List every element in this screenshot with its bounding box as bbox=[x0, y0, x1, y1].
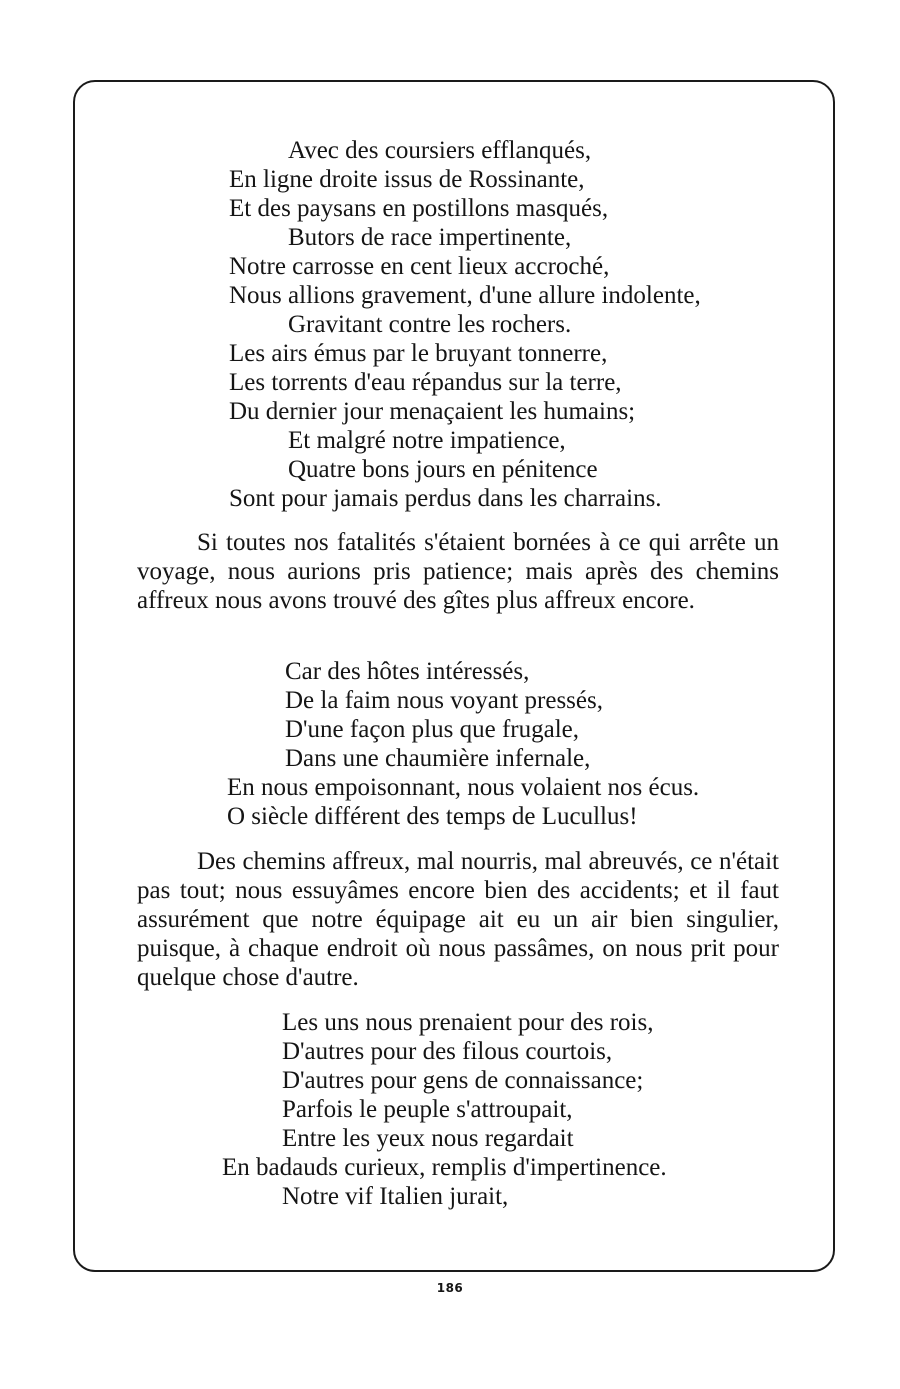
verse-stanza-2 bbox=[227, 657, 699, 831]
verse-line: Gravitant contre les rochers. bbox=[288, 311, 572, 338]
verse-line: Butors de race impertinente, bbox=[288, 224, 572, 251]
page-number: 186 bbox=[436, 1281, 464, 1295]
verse-line: Les airs émus par le bruyant tonnerre, bbox=[229, 340, 608, 367]
verse-line: Parfois le peuple s'attroupait, bbox=[282, 1096, 573, 1123]
verse-line: O siècle différent des temps de Lucullus! bbox=[227, 803, 638, 830]
verse-line: D'autres pour gens de connaissance; bbox=[282, 1067, 644, 1094]
verse-line: De la faim nous voyant pressés, bbox=[285, 687, 603, 714]
verse-line: Entre les yeux nous regardait bbox=[282, 1125, 574, 1152]
verse-line: En badauds curieux, remplis d'impertinence. bbox=[222, 1154, 667, 1181]
verse-line: Les torrents d'eau répandus sur la terre, bbox=[229, 369, 622, 396]
verse-line: D'une façon plus que frugale, bbox=[285, 716, 579, 743]
verse-line: Sont pour jamais perdus dans les charrains. bbox=[229, 485, 662, 512]
verse-line: Nous allions gravement, d'une allure indolente, bbox=[229, 282, 701, 309]
verse-line: Avec des coursiers efflanqués, bbox=[288, 137, 592, 164]
verse-line: Les uns nous prenaient pour des rois, bbox=[282, 1009, 654, 1036]
verse-line: Et malgré notre impatience, bbox=[288, 427, 566, 454]
verse-line: Du dernier jour menaçaient les humains; bbox=[229, 398, 636, 425]
verse-stanza-3 bbox=[222, 1008, 667, 1211]
verse-line: Notre vif Italien jurait, bbox=[282, 1183, 509, 1210]
verse-line: D'autres pour des filous courtois, bbox=[282, 1038, 613, 1065]
prose-paragraph-1: Si toutes nos fatalités s'étaient bornées à ce qui arrête un voyage, nous aurions pris patience; mais après des chemins affreux nous avons trouvé des gîtes plus affreux encore. bbox=[137, 529, 779, 614]
verse-line: En ligne droite issus de Rossinante, bbox=[229, 166, 585, 193]
verse-line: Notre carrosse en cent lieux accroché, bbox=[229, 253, 610, 280]
prose-paragraph-2: Des chemins affreux, mal nourris, mal abreuvés, ce n'était pas tout; nous essuyâmes encore bien des accidents; et il faut assurément que notre équipage ait eu un air bien singulier, puisque, à chaque endroit où nous passâmes, on nous prit pour quelque chose d'autre. bbox=[137, 848, 779, 991]
verse-line: Dans une chaumière infernale, bbox=[285, 745, 591, 772]
verse-line: Car des hôtes intéressés, bbox=[285, 658, 530, 685]
verse-line: Et des paysans en postillons masqués, bbox=[229, 195, 609, 222]
verse-line: Quatre bons jours en pénitence bbox=[288, 456, 598, 483]
verse-line: En nous empoisonnant, nous volaient nos écus. bbox=[227, 774, 700, 801]
verse-stanza-1 bbox=[229, 136, 701, 513]
